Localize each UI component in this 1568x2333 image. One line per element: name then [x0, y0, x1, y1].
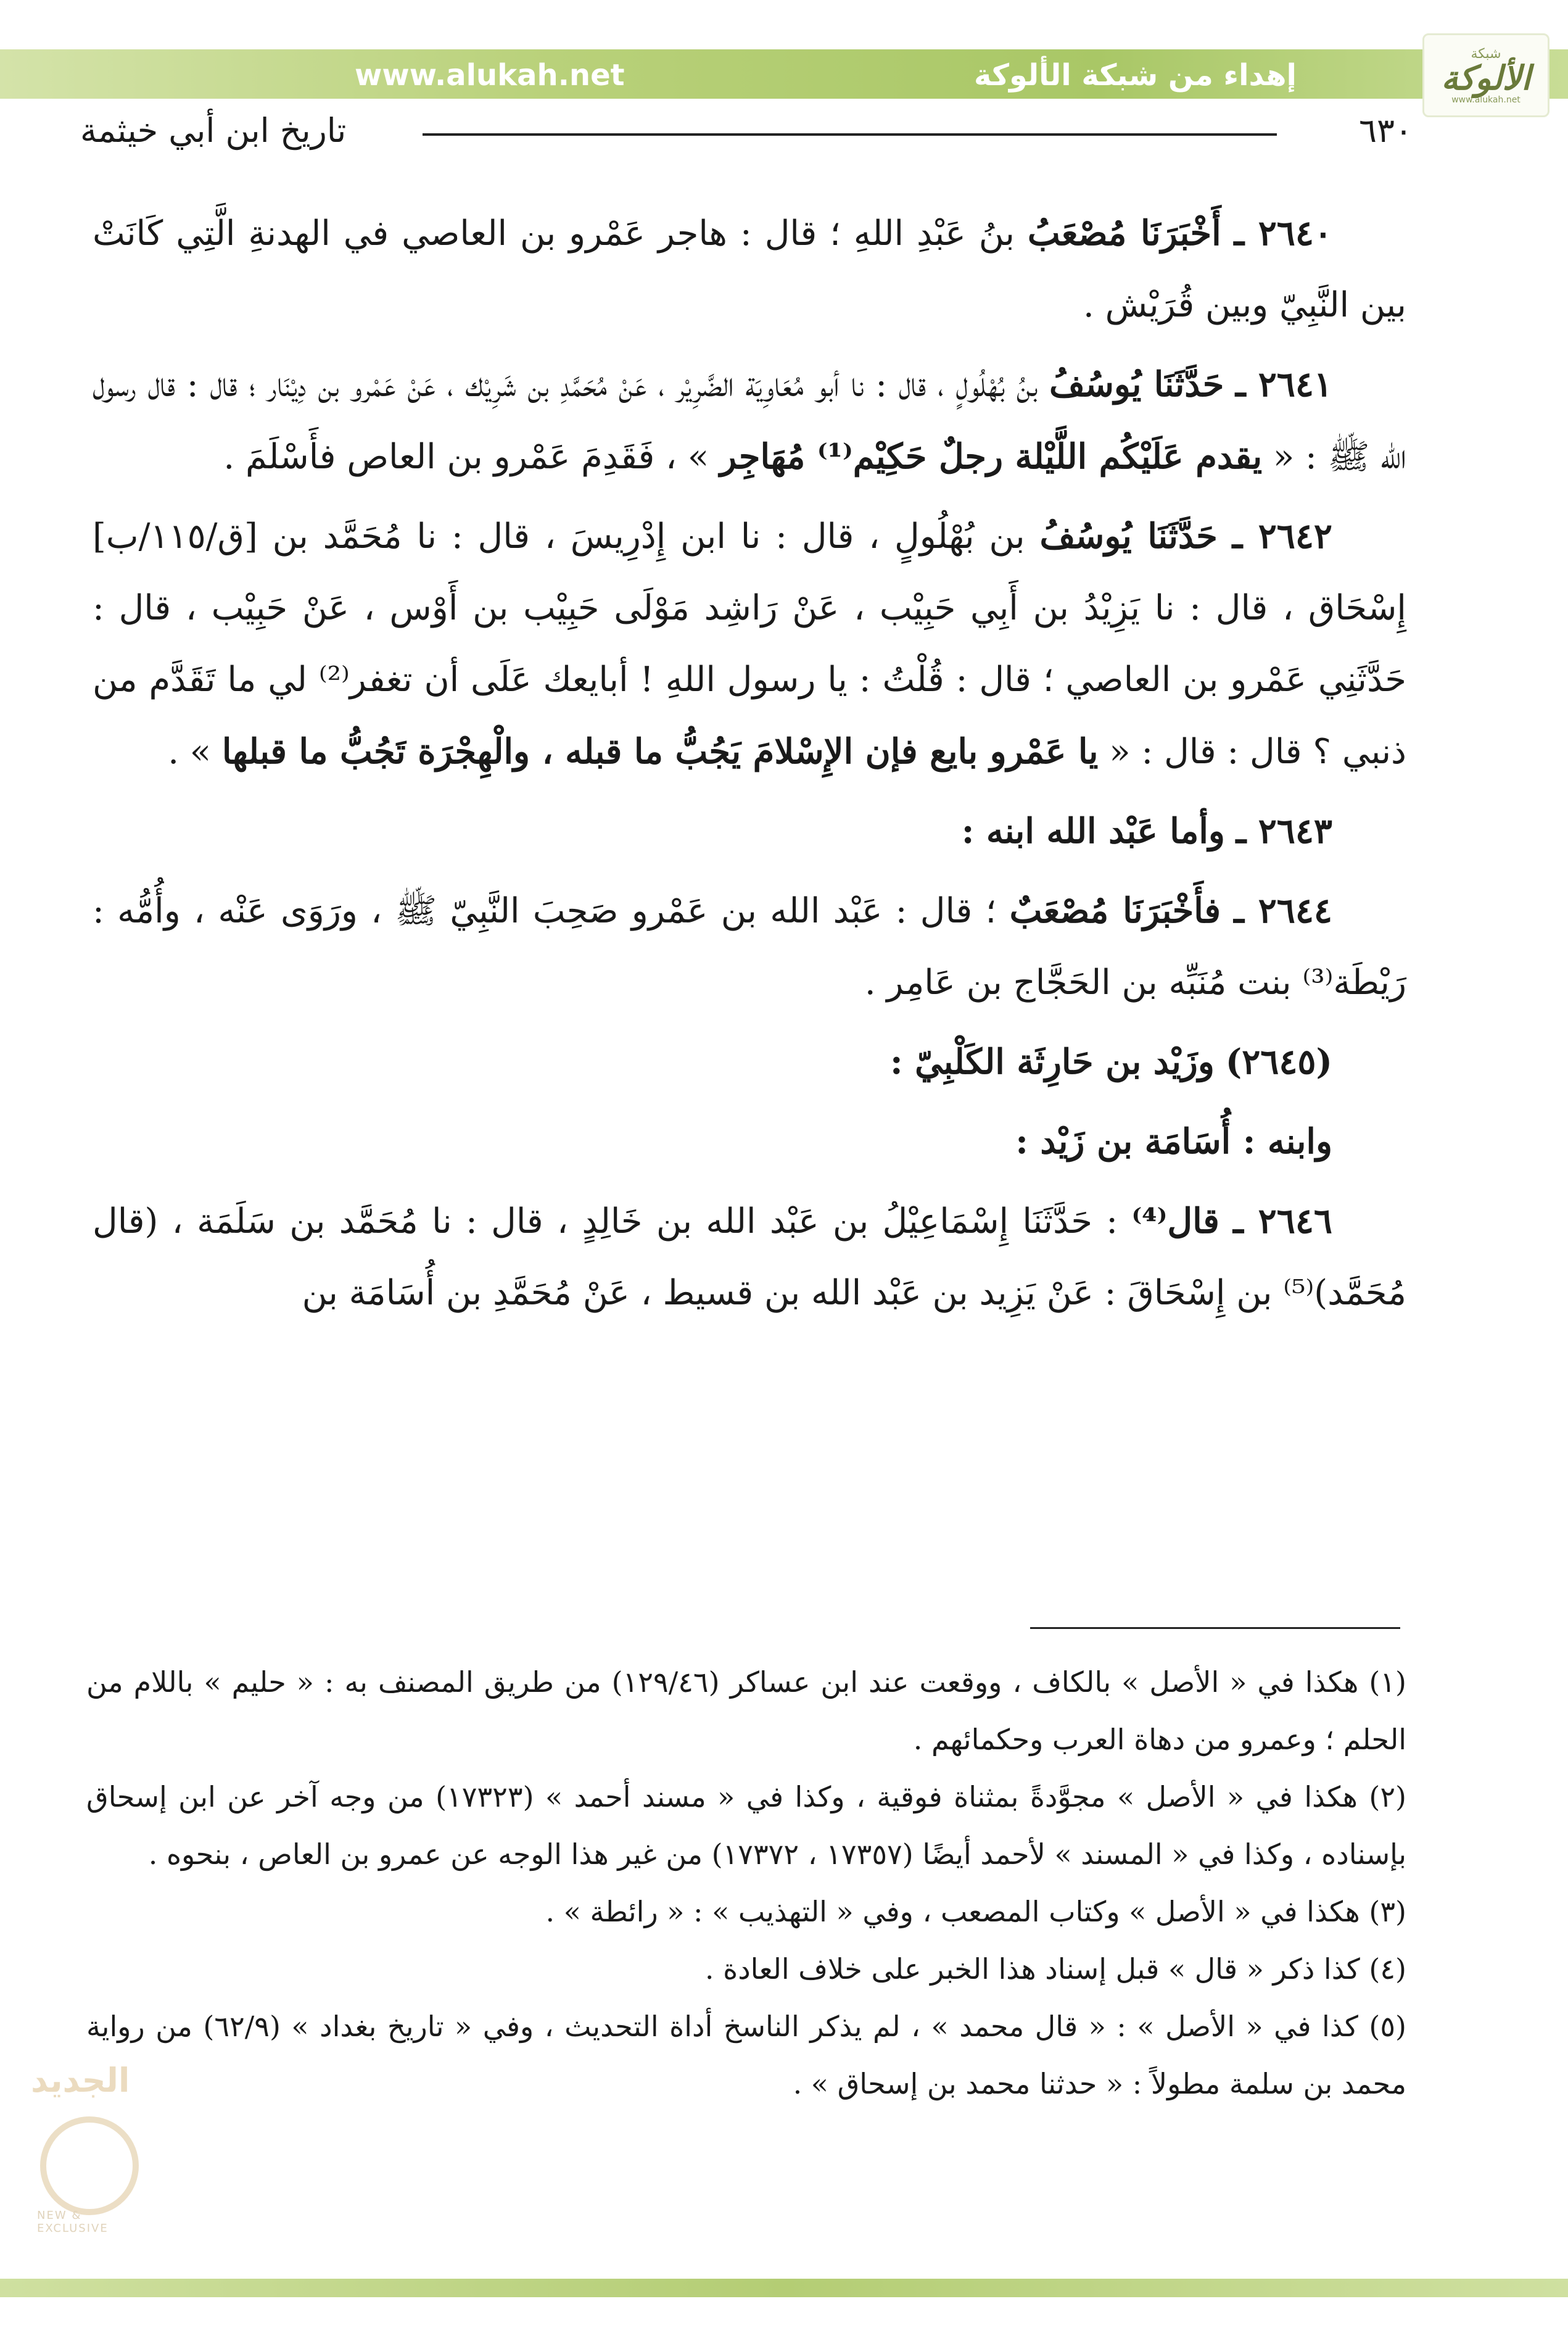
hadith-text: بن بُهْلُولٍ ، قال : نا ابن إِدْرِيسَ ، قال : نا مُحَمَّد بن [ق/١١٥/ب] إِسْحَاق ، قال : نا يَزِيْدُ بن أَبِي حَبِيْب ، عَنْ رَاشِد مَوْلَى حَبِيْب بن أَوْس ، عَنْ حَبِيْب ، قال : حَدَّثَنِي عَمْرو بن العاصي ؛ قال : قُلْتُ : يا رسول اللهِ ! أبايعك عَلَى أن تغفر⁽²⁾ لي ما تَقَدَّم من ذنبي ؟ قال : قال : «	[93, 516, 1406, 772]
hadith-tail: » .	[168, 732, 222, 772]
book-title: تاريخ ابن أبي خيثمة	[80, 111, 347, 150]
logo-top-text: شبكة	[1471, 46, 1501, 62]
hadith-2646	[93, 1185, 1406, 1329]
main-text	[93, 197, 1406, 1336]
banner-url-link[interactable]: www.alukah.net	[355, 58, 625, 93]
hadith-number: ٢٦٤٤ ـ	[1234, 890, 1332, 931]
running-header	[80, 111, 1413, 160]
watermark-circle-icon	[40, 2116, 139, 2215]
footnotes	[86, 1654, 1406, 2113]
hadith-text: : حَدَّثَنَا إِسْمَاعِيْلُ بن عَبْد الله بن خَالِدٍ ، قال : نا مُحَمَّد بن سَلَمَة ، (قال مُحَمَّد)⁽⁵⁾ بن إِسْحَاقَ : عَنْ يَزِيد بن عَبْد الله بن قسيط ، عَنْ مُحَمَّدِ بن أُسَامَة بن	[93, 1201, 1406, 1313]
alukah-logo[interactable]	[1422, 33, 1549, 117]
hadith-2642	[93, 500, 1406, 788]
hadith-text: بنُ عَبْدِ اللهِ ؛ قال : هاجر عَمْرو بن العاصي في الهدنةِ الَّتِي كَانَتْ بين النَّبِيّ وبين قُرَيْش .	[93, 213, 1406, 325]
heading-2645	[93, 1026, 1406, 1098]
header-rule	[423, 133, 1277, 136]
subheading-son	[93, 1106, 1406, 1178]
hadith-2640	[93, 197, 1406, 341]
prophetic-quote: يقدم عَلَيْكُم اللَّيْلة رجلٌ حَكِيْم⁽¹⁾ مُهَاجِر	[719, 436, 1263, 477]
prophetic-quote: يا عَمْرو بايع فإن الإِسْلامَ يَجُبُّ ما قبله ، والْهِجْرَة تَجُبُّ ما قبلها	[221, 731, 1099, 772]
entry-heading: وزَيْد بن حَارِثَة الكَلْبِيّ :	[889, 1042, 1215, 1082]
bottom-bar	[0, 2279, 1568, 2297]
logo-word: الألوكة	[1441, 58, 1531, 97]
hadith-2644	[93, 875, 1406, 1019]
hadith-number: ٢٦٤٦ ـ	[1233, 1201, 1332, 1241]
footnote-5: (٥) كذا في « الأصل » : « قال محمد » ، لم يذكر الناسخ أداة التحديث ، وفي « تاريخ بغداد » (٦٢/٩) من رواية محمد بن سلمة مطولاً : « حدثنا محمد بن إسحاق » .	[86, 2010, 1406, 2100]
entry-number: (٢٦٤٥)	[1225, 1042, 1332, 1082]
hadith-number: ٢٦٤٢ ـ	[1232, 516, 1332, 557]
hadith-tail: » ، فَقَدِمَ عَمْرو بن العاص فأَسْلَمَ .	[223, 437, 720, 477]
banner-gift-text: إهداء من شبكة الألوكة	[974, 58, 1297, 93]
hadith-2641	[93, 349, 1406, 493]
narrator-lead: أَخْبَرَنَا مُصْعَبُ	[1027, 213, 1221, 254]
narrator-lead: حَدَّثَنَا يُوسُفُ	[1039, 516, 1218, 557]
hadith-text: ؛ قال : عَبْد الله بن عَمْرو صَحِبَ النَّبِيّ ﷺ ، ورَوَى عَنْه ، وأُمُّه : رَيْطَة⁽³⁾ بنت مُنَبِّه بن الحَجَّاج بن عَامِر .	[93, 891, 1406, 1003]
narrator-lead: فأَخْبَرَنَا مُصْعَبٌ	[1009, 890, 1221, 931]
footnote-4: (٤) كذا ذكر « قال » قبل إسناد هذا الخبر على خلاف العادة .	[704, 1952, 1406, 1986]
footnote-1: (١) هكذا في « الأصل » بالكاف ، ووقعت عند ابن عساكر (١٢٩/٤٦) من طريق المصنف به : « حليم » باللام من الحلم ؛ وعمرو من دهاة العرب وحكمائهم .	[86, 1665, 1406, 1756]
footnote-2: (٢) هكذا في « الأصل » مجوَّدةً بمثناة فوقية ، وكذا في « مسند أحمد » (١٧٣٢٣) من وجه آخر عن ابن إسحاق بإسناده ، وكذا في « المسند » لأحمد أيضًا (١٧٣٥٧ ، ١٧٣٧٢) من غير هذا الوجه عن عمرو بن العاص ، بنحوه .	[86, 1780, 1406, 1871]
logo-url: www.alukah.net	[1451, 94, 1521, 105]
entry-subheading: وابنه : أُسَامَة بن زَيْد :	[1015, 1121, 1332, 1162]
hadith-number: ٢٦٤٠ ـ	[1234, 213, 1332, 254]
site-banner	[0, 46, 1568, 105]
watermark-word: الجديد	[31, 2061, 130, 2100]
hadith-number: ٢٦٤٣ ـ	[1236, 811, 1332, 852]
watermark-subtitle: NEW & EXCLUSIVE	[37, 2209, 109, 2235]
section-lead: وأما عَبْد الله ابنه :	[961, 811, 1225, 852]
narrator-lead: حَدَّثَنَا يُوسُفُ	[1049, 364, 1224, 405]
watermark-logo	[12, 2049, 154, 2252]
hadith-text: بنُ بُهْلُولٍ ، قال : نا أبو مُعَاوِيَة الضَّرِيْر ، عَنْ مُحَمَّدِ بن شَرِيْك ، عَنْ عَمْرو بن دِيْنَار ؛ قال : قال رسول الله ﷺ : «	[93, 365, 1406, 477]
footnote-3: (٣) هكذا في « الأصل » وكتاب المصعب ، وفي « التهذيب » : « رائطة » .	[545, 1895, 1406, 1928]
narrator-lead: قال⁽⁴⁾	[1131, 1201, 1219, 1241]
hadith-number: ٢٦٤١ ـ	[1235, 364, 1332, 405]
page-number: ٦٣٠	[1358, 111, 1413, 150]
hadith-2643	[93, 795, 1406, 868]
footnote-separator	[1030, 1627, 1400, 1629]
